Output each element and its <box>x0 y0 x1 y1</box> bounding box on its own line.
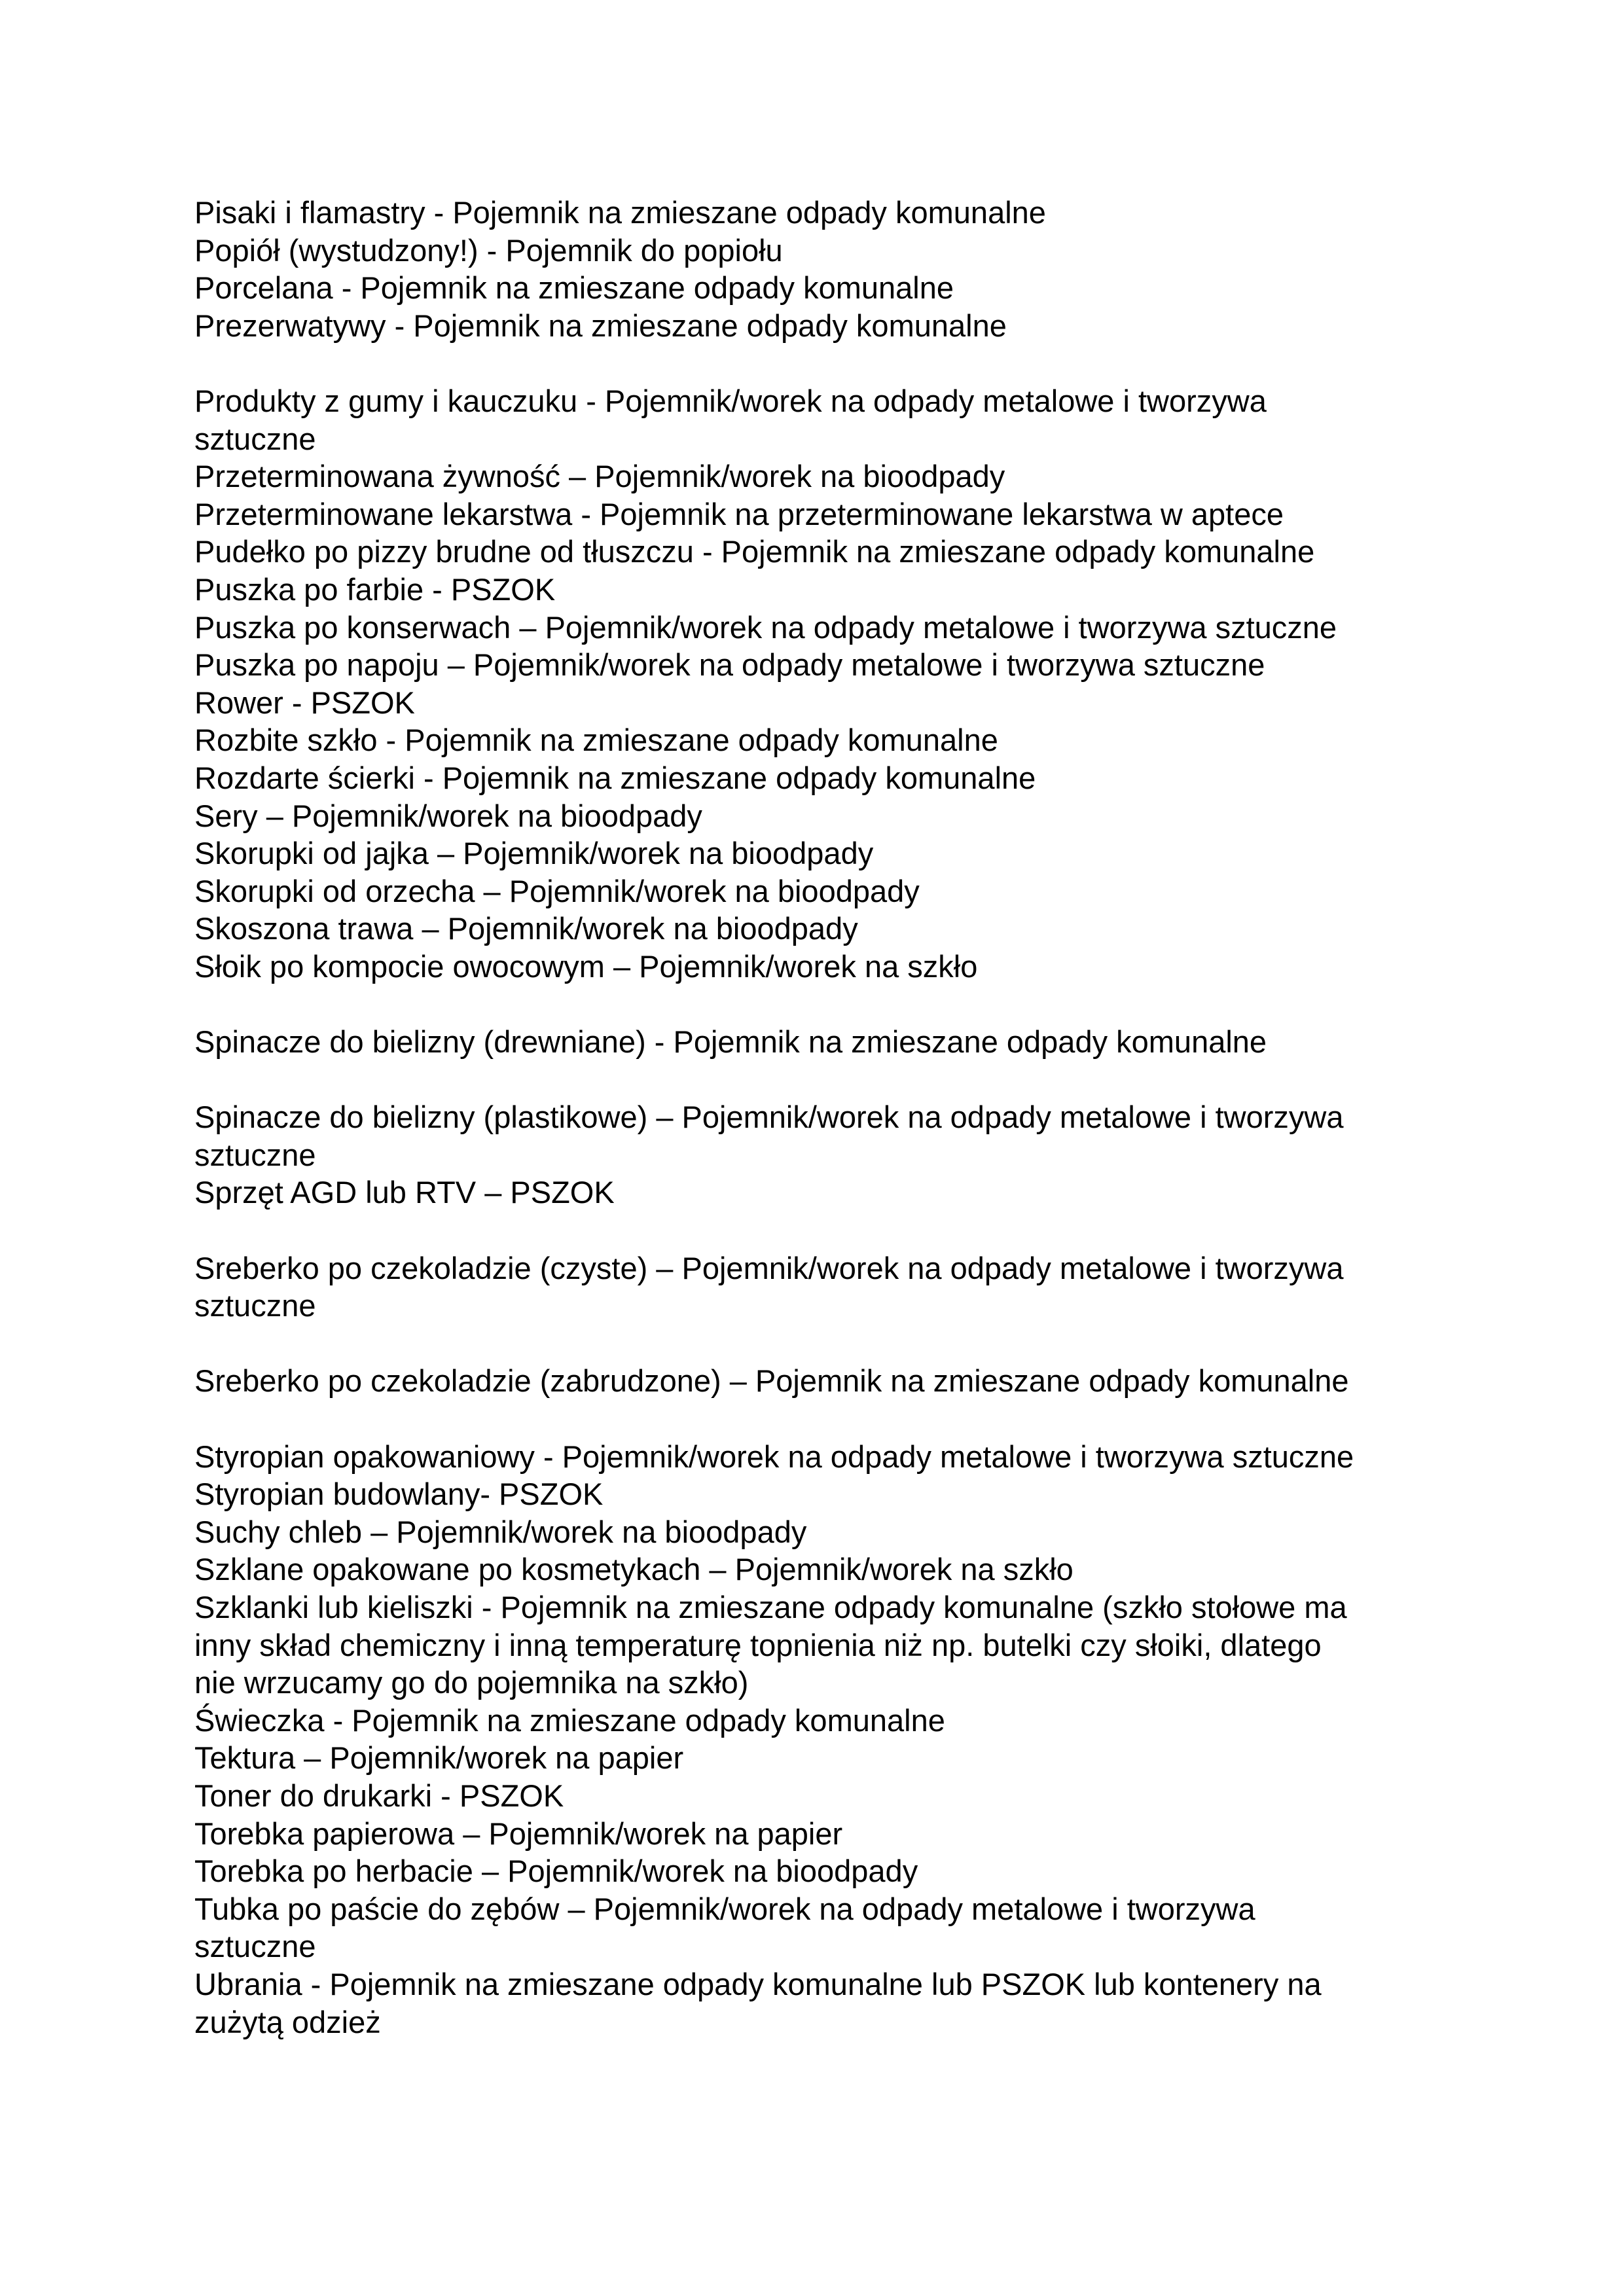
text-line: Puszka po farbie - PSZOK <box>194 571 556 607</box>
text-line: Toner do drukarki - PSZOK <box>194 1778 564 1813</box>
paragraph-gap <box>194 1211 1451 1249</box>
text-line: Sreberko po czekoladzie (czyste) – Pojemnik/worek na odpady metalowe i tworzywa <box>194 1250 1344 1285</box>
paragraph-gap <box>194 985 1451 1023</box>
text-line: Rower - PSZOK <box>194 685 415 720</box>
text-line: Suchy chleb – Pojemnik/worek na bioodpady <box>194 1514 807 1549</box>
text-line: Szklanki lub kieliszki - Pojemnik na zmieszane odpady komunalne (szkło stołowe ma <box>194 1589 1347 1624</box>
text-line: Produkty z gumy i kauczuku - Pojemnik/worek na odpady metalowe i tworzywa <box>194 383 1267 418</box>
text-line: Sery – Pojemnik/worek na bioodpady <box>194 798 702 833</box>
text-line: Rozbite szkło - Pojemnik na zmieszane odpady komunalne <box>194 723 998 758</box>
text-line: Przeterminowana żywność – Pojemnik/worek na bioodpady <box>194 459 1005 494</box>
paragraph-gap <box>194 1325 1451 1363</box>
paragraph <box>194 1362 1451 1400</box>
paragraph-gap <box>194 1061 1451 1099</box>
text-line: Puszka po konserwach – Pojemnik/worek na odpady metalowe i tworzywa sztuczne <box>194 609 1337 645</box>
text-line: Skorupki od orzecha – Pojemnik/worek na bioodpady <box>194 873 920 908</box>
text-line: Prezerwatywy - Pojemnik na zmieszane odpady komunalne <box>194 308 1007 343</box>
text-line: Torebka papierowa – Pojemnik/worek na papier <box>194 1816 843 1851</box>
text-line: Rozdarte ścierki - Pojemnik na zmieszane odpady komunalne <box>194 760 1036 795</box>
text-line: Tubka po paście do zębów – Pojemnik/worek na odpady metalowe i tworzywa <box>194 1891 1255 1926</box>
paragraph <box>194 1023 1451 1061</box>
paragraph <box>194 194 1451 344</box>
text-line: Popiół (wystudzony!) - Pojemnik do popiołu <box>194 232 783 268</box>
text-line: Ubrania - Pojemnik na zmieszane odpady komunalne lub PSZOK lub kontenery na <box>194 1966 1322 2001</box>
text-line: Sprzęt AGD lub RTV – PSZOK <box>194 1175 615 1210</box>
text-line: sztuczne <box>194 421 316 456</box>
paragraph-gap <box>194 344 1451 382</box>
text-line: Pisaki i flamastry - Pojemnik na zmieszane odpady komunalne <box>194 195 1046 230</box>
text-line: Sreberko po czekoladzie (zabrudzone) – Pojemnik na zmieszane odpady komunalne <box>194 1363 1349 1399</box>
text-line: Szklane opakowane po kosmetykach – Pojemnik/worek na szkło <box>194 1552 1074 1587</box>
paragraph <box>194 382 1451 986</box>
text-line: Spinacze do bielizny (plastikowe) – Pojemnik/worek na odpady metalowe i tworzywa <box>194 1100 1344 1135</box>
text-line: Świeczka - Pojemnik na zmieszane odpady komunalne <box>194 1702 945 1738</box>
paragraph <box>194 1249 1451 1325</box>
text-line: inny skład chemiczny i inną temperaturę topnienia niż np. butelki czy słoiki, dlatego <box>194 1627 1322 1662</box>
text-line: sztuczne <box>194 1288 316 1323</box>
paragraph-gap <box>194 1400 1451 1438</box>
text-line: Tektura – Pojemnik/worek na papier <box>194 1740 684 1776</box>
document-body <box>194 194 1451 2041</box>
paragraph <box>194 1438 1451 2041</box>
text-line: sztuczne <box>194 1929 316 1964</box>
text-line: Puszka po napoju – Pojemnik/worek na odpady metalowe i tworzywa sztuczne <box>194 647 1265 683</box>
text-line: Skoszona trawa – Pojemnik/worek na bioodpady <box>194 911 858 946</box>
text-line: zużytą odzież <box>194 2004 381 2039</box>
text-line: Pudełko po pizzy brudne od tłuszczu - Pojemnik na zmieszane odpady komunalne <box>194 534 1315 569</box>
text-line: Porcelana - Pojemnik na zmieszane odpady komunalne <box>194 270 954 306</box>
text-line: Styropian budowlany- PSZOK <box>194 1477 604 1512</box>
text-line: Słoik po kompocie owocowym – Pojemnik/worek na szkło <box>194 948 978 984</box>
text-line: Styropian opakowaniowy - Pojemnik/worek na odpady metalowe i tworzywa sztuczne <box>194 1439 1354 1474</box>
text-line: nie wrzucamy go do pojemnika na szkło) <box>194 1665 749 1700</box>
text-line: sztuczne <box>194 1137 316 1172</box>
text-line: Spinacze do bielizny (drewniane) - Pojemnik na zmieszane odpady komunalne <box>194 1024 1267 1060</box>
text-line: Torebka po herbacie – Pojemnik/worek na bioodpady <box>194 1854 918 1889</box>
paragraph <box>194 1098 1451 1211</box>
text-line: Skorupki od jajka – Pojemnik/worek na bioodpady <box>194 836 874 871</box>
text-line: Przeterminowane lekarstwa - Pojemnik na przeterminowane lekarstwa w aptece <box>194 496 1284 531</box>
